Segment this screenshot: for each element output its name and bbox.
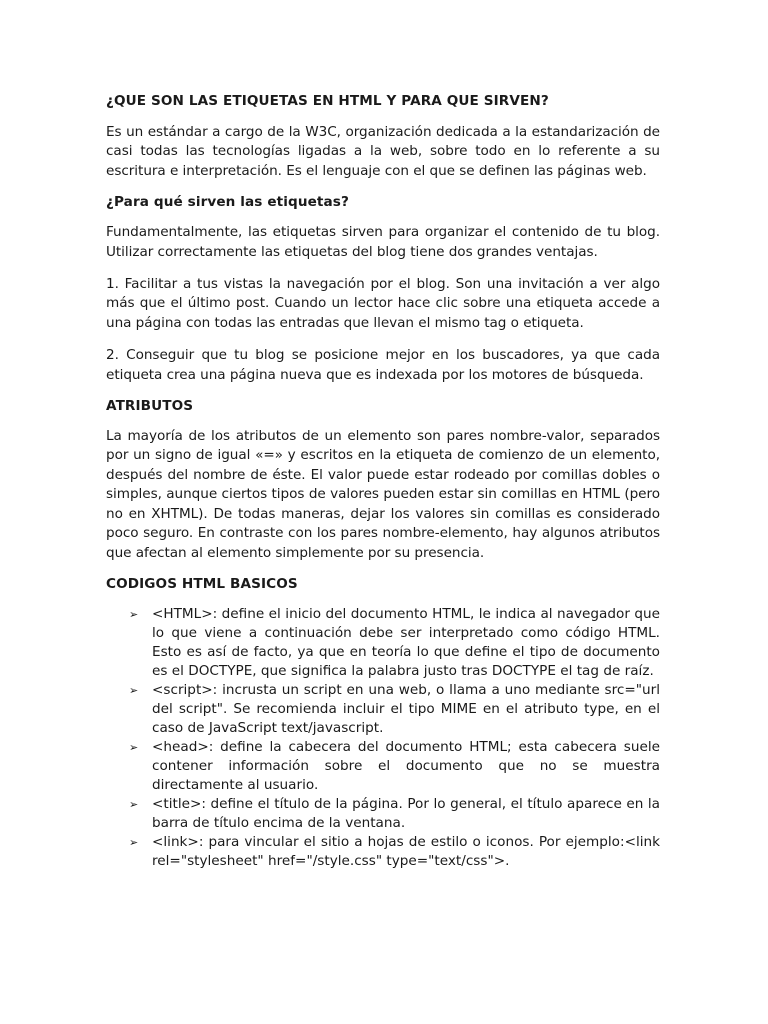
list-item <box>129 795 660 833</box>
section-heading-etiquetas: ¿Para qué sirven las etiquetas? <box>106 194 349 211</box>
list-item <box>129 738 660 795</box>
etiquetas-paragraph-2: 1. Facilitar a tus vistas la navegación por el blog. Son una invitación a ver algo más que el último post. Cuando un lector hace clic sobre una etiqueta accede a una página con todas las entradas que llevan el mismo tag o etiqueta. <box>106 276 660 331</box>
list-item <box>129 605 660 681</box>
list-item-text: <script>: incrusta un script en una web, o llama a uno mediante src="url del script". Se recomienda incluir el tipo MIME en el atributo type, en el caso de JavaScript text/javascript. <box>152 681 660 736</box>
list-item <box>129 681 660 738</box>
codes-list <box>106 605 660 871</box>
intro-paragraph: Es un estándar a cargo de la W3C, organización dedicada a la estandarización de casi todas las tecnologías ligadas a la web, sobre todo en lo referente a su escritura e interpretación. Es el lenguaje con el que se definen las páginas web. <box>106 124 660 179</box>
etiquetas-paragraph-3: 2. Conseguir que tu blog se posicione mejor en los buscadores, ya que cada etiqueta crea una página nueva que es indexada por los motores de búsqueda. <box>106 347 660 383</box>
section-heading-codigos: CODIGOS HTML BASICOS <box>106 575 298 592</box>
section-heading-atributos: ATRIBUTOS <box>106 398 194 415</box>
arrow-bullet-icon: ➢ <box>129 797 139 811</box>
etiquetas-paragraph-1: Fundamentalmente, las etiquetas sirven para organizar el contenido de tu blog. Utilizar correctamente las etiquetas del blog tiene dos grandes ventajas. <box>106 224 660 260</box>
document-title: ¿QUE SON LAS ETIQUETAS EN HTML Y PARA QUE SIRVEN? <box>106 93 549 109</box>
list-item-text: <HTML>: define el inicio del documento HTML, le indica al navegador que lo que viene a continuación debe ser interpretado como código HTML. Esto es así de facto, ya que en teoría lo que define el tipo de documento es el DOCTYPE, que significa la palabra justo tras DOCTYPE el tag de raíz. <box>152 605 660 679</box>
arrow-bullet-icon: ➢ <box>129 835 139 849</box>
list-item-text: <link>: para vincular el sitio a hojas de estilo o iconos. Por ejemplo:<link rel="stylesheet" href="/style.css" type="text/css">. <box>152 833 660 869</box>
arrow-bullet-icon: ➢ <box>129 683 139 697</box>
list-item-text: <title>: define el título de la página. Por lo general, el título aparece en la barra de título encima de la ventana. <box>152 795 660 831</box>
document-body <box>106 91 660 871</box>
atributos-paragraph: La mayoría de los atributos de un elemento son pares nombre-valor, separados por un signo de igual «=» y escritos en la etiqueta de comienzo de un elemento, después del nombre de éste. El valor puede estar rodeado por comillas dobles o simples, aunque ciertos tipos de valores pueden estar sin comillas en HTML (pero no en XHTML). De todas maneras, dejar los valores sin comillas es considerado poco seguro. En contraste con los pares nombre-elemento, hay algunos atributos que afectan al elemento simplemente por su presencia. <box>106 428 660 561</box>
arrow-bullet-icon: ➢ <box>129 740 139 754</box>
list-item <box>129 833 660 871</box>
list-item-text: <head>: define la cabecera del documento HTML; esta cabecera suele contener información sobre el documento que no se muestra directamente al usuario. <box>152 738 660 793</box>
arrow-bullet-icon: ➢ <box>129 607 139 621</box>
